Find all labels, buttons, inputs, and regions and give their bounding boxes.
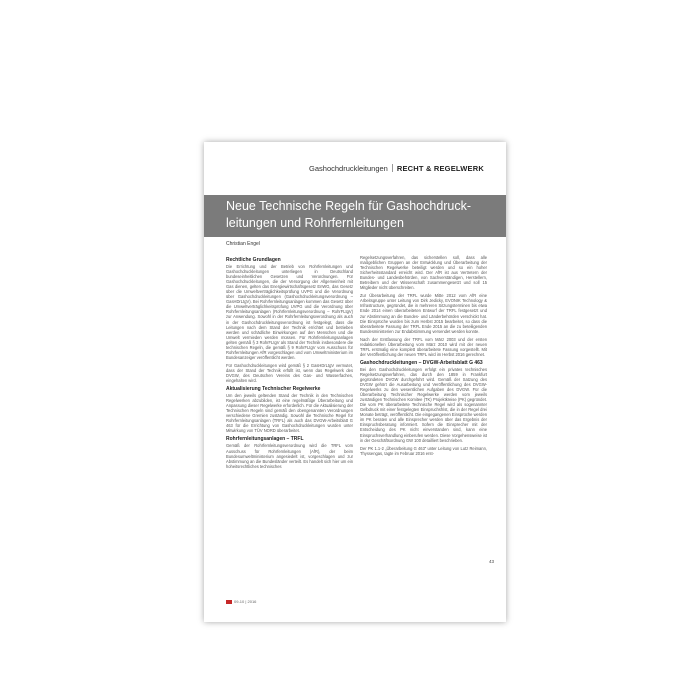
section-heading: Aktualisierung Technischer Regelwerke: [226, 386, 321, 393]
running-header: [309, 164, 484, 173]
magazine-page: [204, 142, 506, 622]
section-heading: Gashochdruckleitungen – DVGW-Arbeitsblatt G 463: [360, 359, 483, 366]
header-divider: [392, 164, 393, 172]
body-paragraph: Die Errichtung und der Betrieb von Rohrfernleitungen und Gashochdruckleitungen unterliegen in Deutschland bundeseinheitlichen Gesetzen und Verordnungen. Für Gashochdruckleitungen, die der Versorgung der Allgemeinheit mit Gas dienen, gelten das Energiewirtschaftsgesetz EnWG, das Gesetz über die Umweltverträglichkeitsprüfung UVPG und die Verordnung über Gashochdruckleitungen (Gashochdruckleitungsverordnung – GasHDrLtgV). Bei Rohrfernleitungsanlagen kommen das Gesetz über die Umweltverträglichkeitsprüfung UVPG und die Verordnung über Rohrfernleitungsanlagen (Rohrfernleitungsverordnung – RohrFLtgV) zur Anwendung. Sowohl in der Rohrfernleitungsverordnung als auch in der Gashochdruckleitungsverordnung ist festgelegt, dass die Leitungen nach dem Stand der Technik errichtet und betrieben werden und schädliche Einwirkungen auf den Menschen und die Umwelt vermieden werden müssen. Für Rohrfernleitungsanlagen gelten gemäß § 3 RohrFLtgV als Stand der Technik insbesondere die technischen Regeln, die gemäß § 9 RohrFLtgV vom Ausschuss für Rohrfernleitungen AfR vorgeschlagen und vom Umweltministerium im Bundesanzeiger veröffentlicht werden.: [226, 264, 353, 360]
issue-label: 09-10 | 2016: [234, 599, 257, 604]
header-topic: Gashochdruckleitungen: [309, 164, 388, 173]
section-heading: Rechtliche Grundlagen: [226, 257, 281, 263]
header-section: RECHT & REGELWERK: [396, 164, 484, 173]
section-heading: Rohrfernleitungsanlagen – TRFL: [226, 436, 304, 443]
body-paragraph: Nach der Erstfassung der TRFL vom März 2003 und der ersten redaktionellen Überarbeitung vom März 2010 wird mit der neuen TRFL erstmalig eine komplett überarbeitete Fassung vorgestellt. Mit der Veröffentlichung der neuen TRFL wird im Herbst 2016 gerechnet.: [360, 336, 487, 357]
body-paragraph: Zur Überarbeitung der TRFL wurde Mitte 2012 vom AfR eine Arbeitsgruppe unter Leitung von Dirk Jedicky, EVONIK Technology & Infrastructure, gegründet, die in mehreren Sitzungsterminen bis etwa Ende 2014 einen überarbeiteten Entwurf der TRFL festgesetzt und zur Abstimmung an die Bundes- und Länderbehörden verschickt hat. Die Einsprüche wurden bis zum Herbst 2015 bearbeitet, so dass die überarbeitete Fassung der TRFL Ende 2015 an die zu beteiligenden Bundesministerien zur Endabstimmung versendet werden konnte.: [360, 293, 487, 334]
body-paragraph: Regelsetzungsverfahren, das sicherstellen soll, dass alle maßgeblichen Gruppen an der Entwicklung und Überarbeitung der Technischen Regelwerke beteiligt werden und so ein hoher Sicherheitsstandard erreicht wird. Der AfR ist aus Vertretern der Bundes- und Landesbehörden, von Sachverständigen, Herstellern, Betreibern und der Wissenschaft zusammengesetzt und soll 15 Mitglieder nicht überschreiten.: [360, 255, 487, 291]
left-column: [226, 255, 353, 472]
publisher-logo-icon: [226, 600, 232, 604]
body-paragraph: Bei den Gashochdruckleitungen erfolgt ein privates technisches Regelsetzungsverfahren, das durch den 1859 in Frankfurt gegründeten DVGW durchgeführt wird. Gemäß der Satzung des DVGW gehört die Ausarbeitung und Veröffentlichung des DVGW-Regelwerks zu den wesentlichen Aufgaben des DVGW. Für die Überarbeitung Technischer Regelwerke werden vom jeweils zuständigen Technischen Komitee (TK) Projektkreise (PK) gegründet. Die vom PK überarbeitete Technische Regel wird als sogenannter Gelbdruck mit einer festgelegten Einspruchsfrist, die in der Regel drei Monate beträgt, veröffentlicht. Die eingegangenen Einsprüche werden im PK beraten und alle Einsprecher werden über das Ergebnis der Einspruchsberatung informiert. Sofern die Einsprecher mit der Entscheidung des PK nicht einverstanden sind, kann eine Einspruchsverhandlung einberufen werden. Diese Vorgehensweise ist in der Geschäftsordnung GW 100 detailliert beschrieben.: [360, 366, 487, 443]
right-column: [360, 255, 487, 459]
page-number: 43: [488, 559, 494, 564]
article-author: Christian Engel: [226, 241, 260, 247]
footer-issue: [226, 599, 256, 604]
body-paragraph: Der PK 1.1-2 „Überarbeitung G 463“ unter Leitung von Lutz Reimann, Thyssengas, tagte im Februar 2016 erst-: [360, 445, 487, 456]
body-paragraph: Für Gashochdruckleitungen wird gemäß § 2 GasHDrLtgV vermutet, dass der Stand der Technik erfüllt ist, wenn das Regelwerk des DVGW, des Deutschen Vereins des Gas- und Wasserfaches, eingehalten wird.: [226, 362, 353, 384]
title-band: [204, 195, 506, 237]
body-paragraph: Gemäß der Rohrfernleitungsverordnung wird die TRFL vom Ausschuss für Rohrfernleitungen (AfR), der beim Bundesumweltministerium angesiedelt ist, vorgeschlagen und zur Abstimmung an die Bundesländer verteilt. Es handelt sich hier um ein hoheitsrechtliches technisches: [226, 443, 353, 469]
article-title: Neue Technische Regeln für Gashochdruck-leitungen und Rohrfernleitungen: [226, 199, 472, 230]
body-paragraph: Um den jeweils geltenden Stand der Technik in den Technischen Regelwerken abzubilden, ist eine regelmäßige Überarbeitung und Anpassung dieser Regelwerke erforderlich. Für die Aktualisierung der Technischen Regeln sind gemäß den obengenannten Verordnungen verschiedene Gremien zuständig. Sowohl die Technische Regel für Rohrfernleitungsanlagen (TRFL) als auch das DVGW-Arbeitsblatt G 463 für die Errichtung von Gashochdruckleitungen wurden unter Mitwirkung von TÜV NORD überarbeitet.: [226, 393, 353, 434]
